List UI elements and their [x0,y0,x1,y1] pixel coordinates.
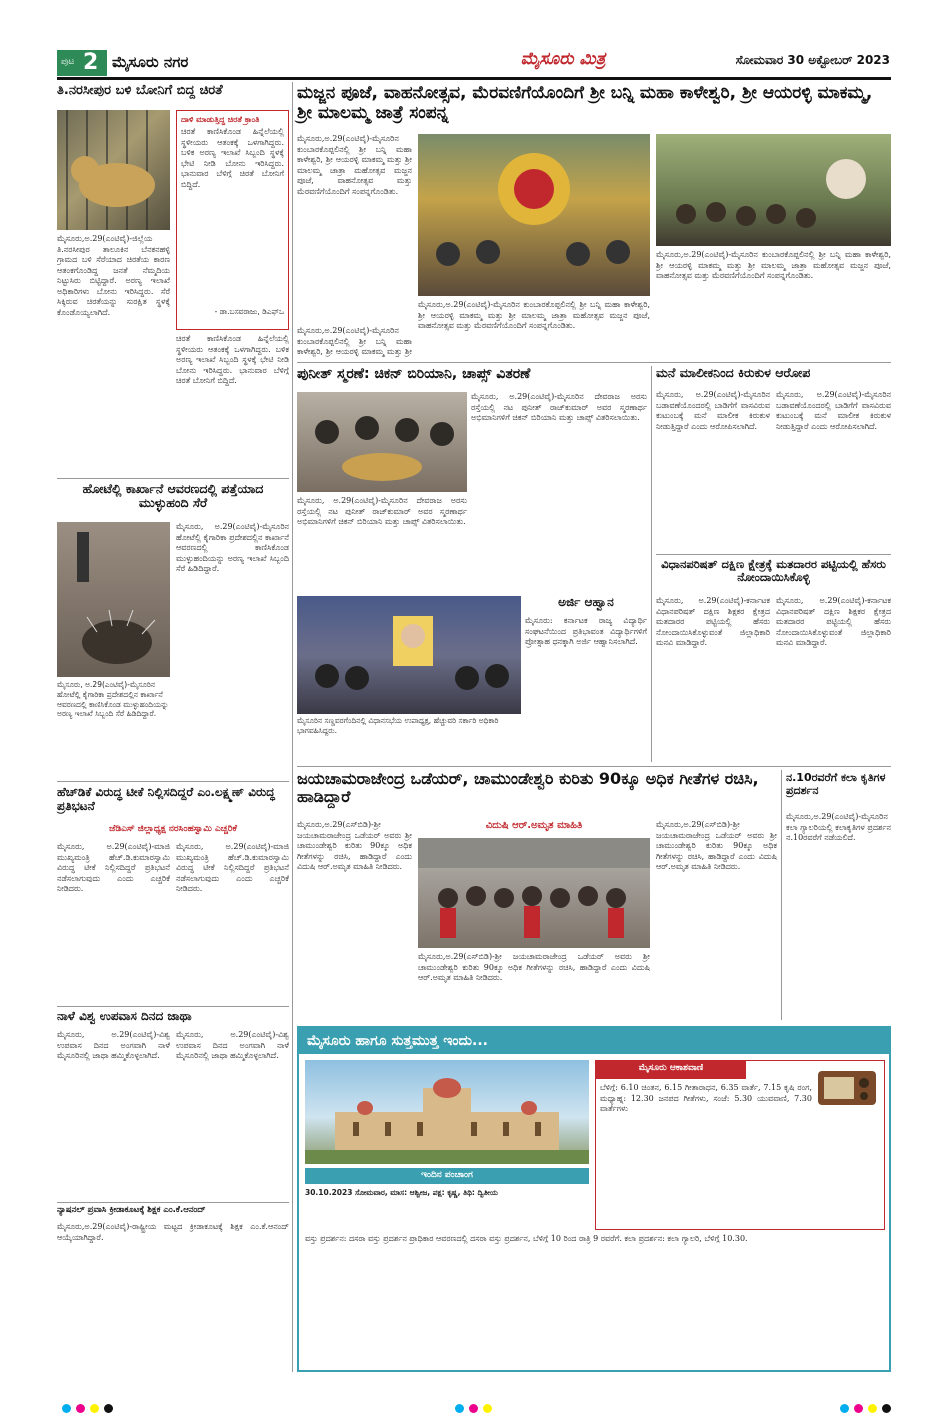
jayachamaraja-subheadline: ವಿದುಷಿ ಆರ್.ಅಮೃತ ಮಾಹಿತಿ [485,820,583,831]
landlord-headline: ಮನೆ ಮಾಲೀಕನಿಂದ ಕಿರುಕುಳ ಆರೋಪ [656,365,811,380]
events-box-title: ಮೈಸೂರು ಹಾಗೂ ಸುತ್ತಮುತ್ತ ಇಂದು... [299,1028,889,1054]
registration-dot [868,1404,877,1413]
council-article-text: ಮೈಸೂರು, ಅ.29(ಎಂಟಿವೈ)-ಕರ್ನಾಟಕ ವಿಧಾನಪರಿಷತ್ ದಕ್ಷಿಣ ಶಿಕ್ಷಕರ ಕ್ಷೇತ್ರದ ಮತದಾರರ ಪಟ್ಟಿಯಲ್ಲಿ ಹೆಸರು ನೋಂದಾಯಿಸಿಕೊಳ್ಳುವಂತೆ ಜಿಲ್ಲಾಧಿಕಾರಿ ಮನವಿ ಮಾಡಿದ್ದಾರೆ. [656,596,770,648]
sports-headline: ನ್ಯಾಷನಲ್ ಪ್ರವಾಸಿ ಕ್ರೀಡಾಕೂಟಕ್ಕೆ ಶಿಕ್ಷಕ ಎಂ.ಕೆ.ಆನಂದ್ [57,1205,206,1215]
leopard-quote-box [176,110,289,330]
festival-article-text: ಮೈಸೂರು,ಅ.29(ಎಂಟಿವೈ)-ಮೈಸೂರಿನ ಕುಂಬಾರಕೊಪ್ಪಲಿನಲ್ಲಿ ಶ್ರೀ ಬನ್ನಿ ಮಹಾ ಕಾಳೇಶ್ವರಿ, ಶ್ರೀ ಆಯರಳ್ಳಿ ಮಾಕಮ್ಮ ಮತ್ತು ಶ್ರೀ ಮಾಲಮ್ಮ ಜಾತ್ರಾ ಮಹೋತ್ಸವ ಮಜ್ಜನ ಪೂಜೆ, ವಾಹನೋತ್ಸವ ಮತ್ತು ಮೆರವಣಿಗೆಯೊಂದಿಗೆ ಸಂಪನ್ನಗೊಂಡಿತು. [297,134,412,196]
registration-dot [455,1404,464,1413]
porcupine-caption: ಮೈಸೂರು, ಅ.29(ಎಂಟಿವೈ)-ಮೈಸೂರಿನ ಹೋಟೆಲ್ಲಿ ಕೈಗಾರಿಕಾ ಪ್ರದೇಶದಲ್ಲಿನ ಕಾರ್ಖಾನೆ ಆವರಣದಲ್ಲಿ ಕಾಣಿಸಿಕೊಂಡ ಮುಳ್ಳುಹಂದಿಯನ್ನು ಅರಣ್ಯ ಇಲಾಖೆ ಸಿಬ್ಬಂದಿ ಸೆರೆ ಹಿಡಿದಿದ್ದಾರೆ. [57,680,169,719]
application-article-text: ಮೈಸೂರು: ಕರ್ನಾಟಕ ರಾಜ್ಯ ವಿದ್ಯಾರ್ಥಿ ಸಂಘಟನೆಯಿಂದ ಪ್ರತಿಭಾವಂತ ವಿದ್ಯಾರ್ಥಿಗಳಿಗೆ ಪ್ರೋತ್ಸಾಹ ಧನಕ್ಕಾಗಿ ಅರ್ಜಿ ಆಹ್ವಾನಿಸಲಾಗಿದೆ. [525,616,647,647]
porcupine-article-text: ಮೈಸೂರು, ಅ.29(ಎಂಟಿವೈ)-ಮೈಸೂರಿನ ಹೋಟೆಲ್ಲಿ ಕೈಗಾರಿಕಾ ಪ್ರದೇಶದಲ್ಲಿನ ಕಾರ್ಖಾನೆ ಆವರಣದಲ್ಲಿ ಕಾಣಿಸಿಕೊಂಡ ಮುಳ್ಳುಹಂದಿಯನ್ನು ಅರಣ್ಯ ಇಲಾಖೆ ಸಿಬ್ಬಂದಿ ಸೆರೆ ಹಿಡಿದಿದ್ದಾರೆ. [176,522,289,574]
council-article-col2: ಮೈಸೂರು, ಅ.29(ಎಂಟಿವೈ)-ಕರ್ನಾಟಕ ವಿಧಾನಪರಿಷತ್ ದಕ್ಷಿಣ ಶಿಕ್ಷಕರ ಕ್ಷೇತ್ರದ ಮತದಾರರ ಪಟ್ಟಿಯಲ್ಲಿ ಹೆಸರು ನೋಂದಾಯಿಸಿಕೊಳ್ಳುವಂತೆ ಜಿಲ್ಲಾಧಿಕಾರಿ ಮನವಿ ಮಾಡಿದ್ದಾರೆ. [776,596,891,648]
jayachamaraja-article-text: ಮೈಸೂರು,ಅ.29(ಎಸ್‌ಬಿಡಿ)-ಶ್ರೀ ಜಯಚಾಮರಾಜೇಂದ್ರ ಒಡೆಯರ್ ಅವರು ಶ್ರೀ ಚಾಮುಂಡೇಶ್ವರಿ ಕುರಿತು 90ಕ್ಕೂ ಅಧಿಕ ಗೀತೆಗಳನ್ನು ರಚಿಸಿ, ಹಾಡಿದ್ದಾರೆ ಎಂದು ವಿದುಷಿ ಆರ್.ಅಮೃತ ಮಾಹಿತಿ ನೀಡಿದರು. [297,820,412,872]
section-title: ಮೈಸೂರು ನಗರ [112,53,189,71]
leopard-quote-title: ದಾಳಿ ಮಾಡುತ್ತಿದ್ದ ಚಿರತೆ ಕ್ರಾಂತಿ [181,115,260,124]
art-exhibition-article-text: ಮೈಸೂರು,ಅ.29(ಎಂಟಿವೈ)-ಮೈಸೂರಿನ ಕಲಾ ಗ್ಯಾಲರಿಯಲ್ಲಿ ಕಲಾಕೃತಿಗಳ ಪ್ರದರ್ಶನ ನ.10ರವರೆಗೆ ನಡೆಯಲಿದೆ. [786,812,891,843]
festival-photo-crowd [656,134,891,246]
puneeth-article-col2: ಮೈಸೂರು, ಅ.29(ಎಂಟಿವೈ)-ಮೈಸೂರಿನ ದೇವರಾಜ ಅರಸು ರಸ್ತೆಯಲ್ಲಿ ನಟ ಪುನೀತ್ ರಾಜ್‌ಕುಮಾರ್ ಅವರ ಸ್ಮರಣಾರ್ಥ ಅಭಿಮಾನಿಗಳಿಗೆ ಚಿಕನ್ ಬಿರಿಯಾನಿ ಮತ್ತು ಚಾಪ್ಸ್ ವಿತರಿಸಲಾಯಿತು. [297,496,467,527]
registration-dot [90,1404,99,1413]
sports-article-text: ಮೈಸೂರು,ಅ.29(ಎಂಟಿವೈ)-ರಾಷ್ಟ್ರೀಯ ಮಟ್ಟದ ಕ್ರೀಡಾಕೂಟಕ್ಕೆ ಶಿಕ್ಷಕ ಎಂ.ಕೆ.ಆನಂದ್ ಆಯ್ಕೆಯಾಗಿದ್ದಾರೆ. [57,1222,289,1242]
puneeth-article-text: ಮೈಸೂರು, ಅ.29(ಎಂಟಿವೈ)-ಮೈಸೂರಿನ ದೇವರಾಜ ಅರಸು ರಸ್ತೆಯಲ್ಲಿ ನಟ ಪುನೀತ್ ರಾಜ್‌ಕುಮಾರ್ ಅವರ ಸ್ಮರಣಾರ್ಥ ಅಭಿಮಾನಿಗಳಿಗೆ ಚಿಕನ್ ಬಿರಿಯಾನಿ ಮತ್ತು ಚಾಪ್ಸ್ ವಿತರಿಸಲಾಯಿತು. [471,392,647,423]
jayachamaraja-article-col3: ಮೈಸೂರು,ಅ.29(ಎಸ್‌ಬಿಡಿ)-ಶ್ರೀ ಜಯಚಾಮರಾಜೇಂದ್ರ ಒಡೆಯರ್ ಅವರು ಶ್ರೀ ಚಾಮುಂಡೇಶ್ವರಿ ಕುರಿತು 90ಕ್ಕೂ ಅಧಿಕ ಗೀತೆಗಳನ್ನು ರಚಿಸಿ, ಹಾಡಿದ್ದಾರೆ ಎಂದು ವಿದುಷಿ ಆರ್.ಅಮೃತ ಮಾಹಿತಿ ನೀಡಿದರು. [656,820,777,872]
protest-subheadline: ಜೆಡಿಎಸ್ ಜಿಲ್ಲಾಧ್ಯಕ್ಷ ನರಸಿಂಹಸ್ವಾಮಿ ಎಚ್ಚರಿಕೆ [109,824,237,834]
leopard-quote-credit: - ಡಾ.ಬಸವರಾಜು, ಡಿಎಫ್‌ಒ [214,307,284,317]
protest-article-text: ಮೈಸೂರು, ಅ.29(ಎಂಟಿವೈ)-ಮಾಜಿ ಮುಖ್ಯಮಂತ್ರಿ ಹೆಚ್.ಡಿ.ಕುಮಾರಸ್ವಾಮಿ ವಿರುದ್ಧ ಟೀಕೆ ನಿಲ್ಲಿಸದಿದ್ದರೆ ಪ್ರತಿಭಟನೆ ನಡೆಸಲಾಗುವುದು ಎಂದು ಎಚ್ಚರಿಕೆ ನೀಡಿದರು. [57,842,170,894]
leopard-article-continued: ಚಿರತೆ ಕಾಣಿಸಿಕೊಂಡ ಹಿನ್ನೆಲೆಯಲ್ಲಿ ಸ್ಥಳೀಯರು ಆತಂಕಕ್ಕೆ ಒಳಗಾಗಿದ್ದರು. ಬಳಿಕ ಅರಣ್ಯ ಇಲಾಖೆ ಸಿಬ್ಬಂದಿ ಸ್ಥಳಕ್ಕೆ ಭೇಟಿ ನೀಡಿ ಬೋನು ಇರಿಸಿದ್ದರು. ಭಾನುವಾರ ಬೆಳಿಗ್ಗೆ ಚಿರತೆ ಬೋನಿಗೆ ಬಿದ್ದಿದೆ. [176,334,289,386]
puneeth-headline: ಪುನೀತ್ ಸ್ಮರಣೆ: ಚಿಕನ್ ಬಿರಿಯಾನಿ, ಚಾಪ್ಸ್ ವಿತರಣೆ [297,366,531,382]
leopard-article-text: ಮೈಸೂರು,ಅ.29(ಎಂಟಿವೈ)-ಜಿಲ್ಲೆಯ ತಿ.ನರಸೀಪುರ ತಾಲೂಕಿನ ಬೆನಕನಹಳ್ಳಿ ಗ್ರಾಮದ ಬಳಿ ಸೆರೆಯಾದ ಚಿರತೆಯ ಕಾರಣ ಆತಂಕಗೊಂಡಿದ್ದ ಜನತೆ ನೆಮ್ಮದಿಯ ನಿಟ್ಟುಸಿರು ಬಿಟ್ಟಿದ್ದಾರೆ. ಅರಣ್ಯ ಇಲಾಖೆ ಅಧಿಕಾರಿಗಳು ಬೋನು ಇರಿಸಿದ್ದರು. ಸೆರೆ ಸಿಕ್ಕಿರುವ ಚಿರತೆಯನ್ನು ಸುರಕ್ಷಿತ ಸ್ಥಳಕ್ಕೆ ಕೊಂಡೊಯ್ಯಲಾಗಿದೆ. [57,234,170,317]
radio-icon [816,1065,878,1109]
leopard-photo [57,110,170,230]
protest-article-continued: ಮೈಸೂರು, ಅ.29(ಎಂಟಿವೈ)-ಮಾಜಿ ಮುಖ್ಯಮಂತ್ರಿ ಹೆಚ್.ಡಿ.ಕುಮಾರಸ್ವಾಮಿ ವಿರುದ್ಧ ಟೀಕೆ ನಿಲ್ಲಿಸದಿದ್ದರೆ ಪ್ರತಿಭಟನೆ ನಡೆಸಲಾಗುವುದು ಎಂದು ಎಚ್ಚರಿಕೆ ನೀಡಿದರು. [176,842,289,894]
registration-dot [76,1404,85,1413]
protest-headline: ಹೆಚ್‌ಡಿಕೆ ವಿರುದ್ಧ ಟೀಕೆ ನಿಲ್ಲಿಸದಿದ್ದರೆ ಎಂ.ಲಕ್ಷ್ಮಣ್ ವಿರುದ್ಧ ಪ್ರತಿಭಟನೆ [57,785,275,813]
registration-dot [854,1404,863,1413]
events-list-text: ವಸ್ತು ಪ್ರದರ್ಶನ: ದಸರಾ ವಸ್ತು ಪ್ರದರ್ಶನ ಪ್ರಾಧಿಕಾರ ಆವರಣದಲ್ಲಿ ದಸರಾ ವಸ್ತು ಪ್ರದರ್ಶನ, ಬೆಳಿಗ್ಗೆ 10 ರಿಂದ ರಾತ್ರಿ 9 ರವರೆಗೆ. ಕಲಾ ಪ್ರದರ್ಶನ: ಕಲಾ ಗ್ಯಾಲರಿ, ಬೆಳಿಗ್ಗೆ 10.30. [305,1234,748,1243]
radio-title: ಮೈಸೂರು ಆಕಾಶವಾಣಿ [596,1061,746,1079]
jayachamaraja-article-col2: ಮೈಸೂರು,ಅ.29(ಎಸ್‌ಬಿಡಿ)-ಶ್ರೀ ಜಯಚಾಮರಾಜೇಂದ್ರ ಒಡೆಯರ್ ಅವರು ಶ್ರೀ ಚಾಮುಂಡೇಶ್ವರಿ ಕುರಿತು 90ಕ್ಕೂ ಅಧಿಕ ಗೀತೆಗಳನ್ನು ರಚಿಸಿ, ಹಾಡಿದ್ದಾರೆ ಎಂದು ವಿದುಷಿ ಆರ್.ಅಮೃತ ಮಾಹಿತಿ ನೀಡಿದರು. [418,952,650,983]
council-headline: ವಿಧಾನಪರಿಷತ್ ದಕ್ಷಿಣ ಕ್ಷೇತ್ರಕ್ಕೆ ಮತದಾರರ ಪಟ್ಟಿಯಲ್ಲಿ ಹೆಸರು ನೋಂದಾಯಿಸಿಕೊಳ್ಳಿ [661,557,886,585]
application-headline: ಅರ್ಜಿ ಆಹ್ವಾನ [558,595,614,609]
jayachamaraja-photo [418,838,650,948]
festival-article-col4: ಮೈಸೂರು,ಅ.29(ಎಂಟಿವೈ)-ಮೈಸೂರಿನ ಕುಂಬಾರಕೊಪ್ಪಲಿನಲ್ಲಿ ಶ್ರೀ ಬನ್ನಿ ಮಹಾ ಕಾಳೇಶ್ವರಿ, ಶ್ರೀ ಆಯರಳ್ಳಿ ಮಾಕಮ್ಮ ಮತ್ತು ಶ್ರೀ ಮಾಲಮ್ಮ ಜಾತ್ರಾ ಮಹೋತ್ಸವ ಮಜ್ಜನ ಪೂಜೆ, ವಾಹನೋತ್ಸವ ಮತ್ತು ಮೆರವಣಿಗೆಯೊಂದಿಗೆ ಸಂಪನ್ನಗೊಂಡಿತು. [656,250,891,281]
fasting-headline: ನಾಳೆ ವಿಶ್ವ ಉಪವಾಸ ದಿನದ ಜಾಥಾ [57,1009,192,1023]
registration-dot [104,1404,113,1413]
fasting-article-text: ಮೈಸೂರು, ಅ.29(ಎಂಟಿವೈ)-ವಿಶ್ವ ಉಪವಾಸ ದಿನದ ಅಂಗವಾಗಿ ನಾಳೆ ಮೈಸೂರಿನಲ್ಲಿ ಜಾಥಾ ಹಮ್ಮಿಕೊಳ್ಳಲಾಗಿದೆ. [57,1030,170,1061]
festival-photo-procession [418,134,650,296]
page-label: ಪುಟ [61,57,75,67]
art-exhibition-headline: ನ.10ರವರೆಗೆ ಕಲಾ ಕೃತಿಗಳ ಪ್ರದರ್ಶನ [786,771,886,797]
registration-dot [62,1404,71,1413]
masthead-rule [57,77,891,80]
issue-date: ಸೋಮವಾರ 30 ಅಕ್ಟೋಬರ್ 2023 [735,53,890,67]
puneeth-photo-portrait [297,596,521,714]
puneeth-caption: ಮೈಸೂರಿನ ಸಣ್ಣವರಗೆಂದಿನಲ್ಲಿ ವಿಧಾನಸಭೆಯ ಉಪಾಧ್ಯಕ್ಷ, ಹೆಚ್ಚುವರಿ ಸರ್ಕಾರಿ ಅಧಿಕಾರಿ ಭಾಗವಹಿಸಿದ್ದರು. [297,716,499,735]
festival-headline: ಮಜ್ಜನ ಪೂಜೆ, ವಾಹನೋತ್ಸವ, ಮೆರವಣಿಗೆಯೊಂದಿಗೆ ಶ್ರೀ ಬನ್ನಿ ಮಹಾ ಕಾಳೇಶ್ವರಿ, ಶ್ರೀ ಆಯರಳ್ಳಿ ಮಾಕಮ್ಮ, ಶ್ರೀ ಮಾಲಮ್ಮ ಜಾತ್ರೆ ಸಂಪನ್ನ [297,83,873,123]
festival-article-col2: ಮೈಸೂರು,ಅ.29(ಎಂಟಿವೈ)-ಮೈಸೂರಿನ ಕುಂಬಾರಕೊಪ್ಪಲಿನಲ್ಲಿ ಶ್ರೀ ಬನ್ನಿ ಮಹಾ ಕಾಳೇಶ್ವರಿ, ಶ್ರೀ ಆಯರಳ್ಳಿ ಮಾಕಮ್ಮ ಮತ್ತು ಶ್ರೀ [297,326,412,357]
registration-dot [882,1404,891,1413]
landlord-article-col2: ಮೈಸೂರು, ಅ.29(ಎಂಟಿವೈ)-ಮೈಸೂರಿನ ಬಡಾವಣೆಯೊಂದರಲ್ಲಿ ಬಾಡಿಗೆಗೆ ವಾಸವಿರುವ ಕುಟುಂಬಕ್ಕೆ ಮನೆ ಮಾಲೀಕ ಕಿರುಕುಳ ನೀಡುತ್ತಿದ್ದಾರೆ ಎಂದು ಆರೋಪಿಸಲಾಗಿದೆ. [776,390,891,431]
porcupine-headline: ಹೋಟೆಲ್ಲಿ ಕಾರ್ಖಾನೆ ಆವರಣದಲ್ಲಿ ಪತ್ತೆಯಾದ ಮುಳ್ಳುಹಂದಿ ಸೆರೆ [82,481,264,511]
newspaper-logo: ಮೈಸೂರು ಮಿತ್ರ [520,49,606,69]
fasting-article-continued: ಮೈಸೂರು, ಅ.29(ಎಂಟಿವೈ)-ವಿಶ್ವ ಉಪವಾಸ ದಿನದ ಅಂಗವಾಗಿ ನಾಳೆ ಮೈಸೂರಿನಲ್ಲಿ ಜಾಥಾ ಹಮ್ಮಿಕೊಳ್ಳಲಾಗಿದೆ. [176,1030,289,1061]
registration-dot [469,1404,478,1413]
festival-article-col3: ಮೈಸೂರು,ಅ.29(ಎಂಟಿವೈ)-ಮೈಸೂರಿನ ಕುಂಬಾರಕೊಪ್ಪಲಿನಲ್ಲಿ ಶ್ರೀ ಬನ್ನಿ ಮಹಾ ಕಾಳೇಶ್ವರಿ, ಶ್ರೀ ಆಯರಳ್ಳಿ ಮಾಕಮ್ಮ ಮತ್ತು ಶ್ರೀ ಮಾಲಮ್ಮ ಜಾತ್ರಾ ಮಹೋತ್ಸವ ಮಜ್ಜನ ಪೂಜೆ, ವಾಹನೋತ್ಸವ ಮತ್ತು ಮೆರವಣಿಗೆಯೊಂದಿಗೆ ಸಂಪನ್ನಗೊಂಡಿತು. [418,300,650,331]
panchanga-label: ಇಂದಿನ ಪಂಚಾಂಗ [305,1168,589,1184]
landlord-article-text: ಮೈಸೂರು, ಅ.29(ಎಂಟಿವೈ)-ಮೈಸೂರಿನ ಬಡಾವಣೆಯೊಂದರಲ್ಲಿ ಬಾಡಿಗೆಗೆ ವಾಸವಿರುವ ಕುಟುಂಬಕ್ಕೆ ಮನೆ ಮಾಲೀಕ ಕಿರುಕುಳ ನೀಡುತ್ತಿದ್ದಾರೆ ಎಂದು ಆರೋಪಿಸಲಾಗಿದೆ. [656,390,770,431]
jayachamaraja-headline: ಜಯಚಾಮರಾಜೇಂದ್ರ ಒಡೆಯರ್, ಚಾಮುಂಡೇಶ್ವರಿ ಕುರಿತು 90ಕ್ಕೂ ಅಧಿಕ ಗೀತೆಗಳ ರಚಿಸಿ, ಹಾಡಿದ್ದಾರೆ [297,769,759,807]
panchanga-text: 30.10.2023 ಸೋಮವಾರ, ಮಾಸ: ಆಶ್ವೀಜ, ಪಕ್ಷ: ಕೃಷ್ಣ, ತಿಥಿ: ದ್ವಿತೀಯ [305,1188,498,1197]
radio-schedule-text: ಬೆಳಿಗ್ಗೆ: 6.10 ಚಿಂತನ, 6.15 ಗೀತಾರಾಧನ, 6.35 ವಾರ್ತೆ, 7.15 ಕೃಷಿ ರಂಗ, ಮಧ್ಯಾಹ್ನ: 12.30 ಜನಪದ ಗೀತೆಗಳು, ಸಂಜೆ: 5.30 ಯುವವಾಣಿ, 7.30 ವಾರ್ತೆಗಳು [600,1083,812,1114]
registration-dot [840,1404,849,1413]
puneeth-photo-serving [297,392,467,492]
registration-dot [483,1404,492,1413]
leopard-quote-text: ಚಿರತೆ ಕಾಣಿಸಿಕೊಂಡ ಹಿನ್ನೆಲೆಯಲ್ಲಿ ಸ್ಥಳೀಯರು ಆತಂಕಕ್ಕೆ ಒಳಗಾಗಿದ್ದರು. ಬಳಿಕ ಅರಣ್ಯ ಇಲಾಖೆ ಸಿಬ್ಬಂದಿ ಸ್ಥಳಕ್ಕೆ ಭೇಟಿ ನೀಡಿ ಬೋನು ಇರಿಸಿದ್ದರು. ಭಾನುವಾರ ಬೆಳಿಗ್ಗೆ ಚಿರತೆ ಬೋನಿಗೆ ಬಿದ್ದಿದೆ. [181,127,284,189]
leopard-headline: ತಿ.ನರಸೀಪುರ ಬಳಿ ಬೋನಿಗೆ ಬಿದ್ದ ಚಿರತೆ [57,83,223,98]
radio-box [595,1060,885,1230]
page-number: 2 [83,50,99,75]
porcupine-photo [57,522,170,677]
mysore-palace-image [305,1060,589,1164]
events-box [297,1026,891,1372]
page-number-badge [57,50,107,76]
